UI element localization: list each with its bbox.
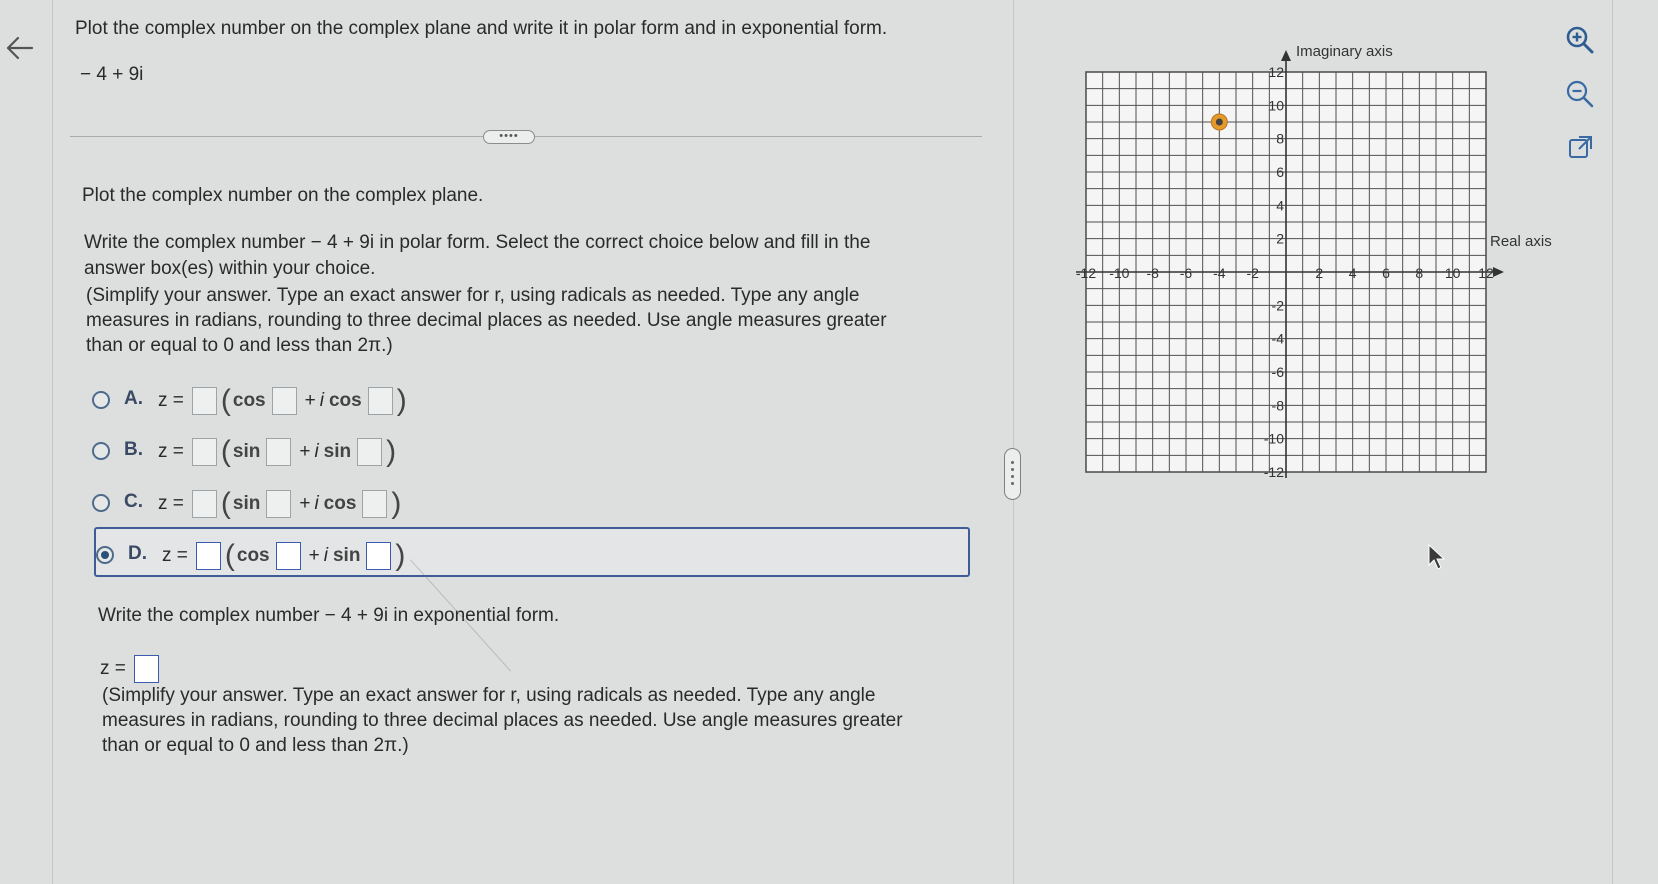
plus-label: + (299, 441, 311, 462)
close-paren: ) (396, 384, 407, 417)
plot-instruction: Plot the complex number on the complex plane. (82, 185, 484, 206)
plus-label: + (304, 390, 316, 411)
y-tick-label: -12 (1263, 464, 1284, 480)
choice-a-angle1-input[interactable] (272, 387, 297, 415)
x-tick-label: 2 (1315, 265, 1324, 281)
choice-a-radio[interactable] (92, 391, 110, 409)
x-tick-label: -4 (1213, 265, 1226, 281)
real-axis-arrow-icon (1493, 267, 1504, 277)
choice-b-r-input[interactable] (192, 438, 217, 466)
plus-label: + (299, 493, 311, 514)
open-paren: ( (220, 384, 231, 417)
choice-d-r-input[interactable] (196, 542, 221, 570)
toolbar-divider (1612, 0, 1613, 884)
fn-label: cos (236, 545, 270, 566)
choice-d-angle2-input[interactable] (366, 542, 391, 570)
x-tick-label: -10 (1109, 265, 1130, 281)
exponential-prompt: Write the complex number − 4 + 9i in exponential form. (98, 605, 560, 626)
choice-b-radio[interactable] (92, 442, 110, 460)
close-paren: ) (386, 435, 397, 468)
popout-icon[interactable] (1560, 128, 1600, 168)
fn-label: cos (328, 390, 362, 411)
y-tick-label: -10 (1263, 430, 1284, 447)
open-paren: ( (224, 539, 235, 572)
imaginary-axis-label: Imaginary axis (1296, 43, 1393, 60)
real-axis-label: Real axis (1490, 233, 1552, 250)
y-tick-label: -2 (1271, 297, 1284, 314)
x-tick-label: -8 (1146, 265, 1159, 281)
choice-d-formula (162, 540, 405, 572)
exponential-hint-line: (Simplify your answer. Type an exact answer for r, using radicals as needed. Type any angle (102, 685, 876, 706)
zoom-out-icon[interactable] (1560, 74, 1600, 114)
back-arrow-icon[interactable] (2, 30, 38, 66)
x-tick-label: -6 (1179, 265, 1193, 281)
y-tick-label: 4 (1276, 197, 1284, 214)
equals-label: z = (158, 390, 184, 411)
fn-label: sin (232, 441, 261, 462)
choice-a-r-input[interactable] (192, 387, 217, 415)
fn-label: cos (323, 493, 357, 514)
plotted-point-center (1216, 119, 1223, 126)
exponential-hint (102, 683, 982, 758)
open-paren: ( (220, 435, 231, 468)
polar-prompt (84, 230, 964, 282)
imaginary-unit: i (314, 493, 319, 514)
equals-label: z = (100, 658, 126, 679)
choice-b-angle2-input[interactable] (357, 438, 382, 466)
exponential-answer-input[interactable] (134, 655, 159, 683)
polar-prompt-line: answer box(es) within your choice. (84, 258, 376, 279)
zoom-in-icon[interactable] (1560, 20, 1600, 60)
imaginary-unit: i (314, 441, 319, 462)
fn-label: sin (323, 441, 352, 462)
open-paren: ( (220, 487, 231, 520)
problem-title: Plot the complex number on the complex plane and write it in polar form and in exponential form. (75, 18, 888, 39)
fn-label: sin (332, 545, 361, 566)
choice-d-radio[interactable] (96, 546, 114, 564)
close-paren: ) (395, 539, 406, 572)
plus-label: + (308, 545, 320, 566)
equals-label: z = (158, 441, 184, 462)
exponential-hint-line: than or equal to 0 and less than 2π.) (102, 735, 409, 756)
choice-c-formula (158, 488, 401, 520)
choice-c-angle2-input[interactable] (362, 490, 387, 518)
x-tick-label: 12 (1478, 265, 1494, 281)
choice-c[interactable] (92, 482, 972, 526)
y-tick-label: 8 (1276, 130, 1284, 147)
fn-label: sin (232, 493, 261, 514)
equals-label: z = (162, 545, 188, 566)
pane-divider (1013, 0, 1014, 884)
complex-plane-graph[interactable] (1064, 40, 1564, 500)
mouse-cursor-icon (1427, 543, 1447, 571)
x-tick-label: 4 (1348, 265, 1357, 281)
choice-a-angle2-input[interactable] (368, 387, 393, 415)
exponential-answer-row (100, 654, 163, 684)
polar-hint-line: (Simplify your answer. Type an exact answer for r, using radicals as needed. Type any angle (86, 285, 860, 306)
polar-hint-line: than or equal to 0 and less than 2π.) (86, 335, 393, 356)
expand-more-button[interactable]: •••• (483, 130, 535, 144)
y-tick-label: -8 (1271, 397, 1284, 414)
choice-a-formula (158, 385, 407, 417)
choice-c-r-input[interactable] (192, 490, 217, 518)
choice-b-formula (158, 436, 396, 468)
choice-a-letter: A. (124, 388, 143, 409)
y-tick-label: 6 (1276, 164, 1284, 180)
choice-b[interactable] (92, 430, 972, 474)
choice-d[interactable] (96, 534, 976, 578)
y-tick-label: 10 (1268, 97, 1284, 114)
y-tick-label: 2 (1276, 230, 1284, 247)
choice-b-letter: B. (124, 439, 143, 460)
polar-hint-line: measures in radians, rounding to three decimal places as needed. Use angle measures greater (86, 310, 887, 331)
exponential-hint-line: measures in radians, rounding to three decimal places as needed. Use angle measures greater (102, 710, 903, 731)
choice-d-letter: D. (128, 543, 147, 564)
grip-dots-icon (1011, 461, 1014, 489)
y-tick-label: -4 (1271, 330, 1284, 347)
choice-a[interactable] (92, 379, 972, 423)
close-paren: ) (391, 487, 402, 520)
imaginary-unit: i (319, 390, 324, 411)
y-tick-label: -6 (1271, 364, 1284, 380)
x-tick-label: -12 (1075, 265, 1097, 281)
choice-c-radio[interactable] (92, 494, 110, 512)
polar-hint (86, 283, 976, 358)
x-tick-label: 8 (1415, 265, 1424, 281)
y-tick-label: 12 (1268, 64, 1284, 80)
problem-expression: − 4 + 9i (80, 64, 144, 85)
choice-c-angle1-input[interactable] (266, 490, 291, 518)
left-divider (52, 0, 53, 884)
polar-prompt-line: Write the complex number − 4 + 9i in polar form. Select the correct choice below and fill in the (84, 232, 871, 253)
imaginary-axis-arrow-icon (1281, 50, 1291, 61)
choice-d-angle1-input[interactable] (276, 542, 301, 570)
pane-splitter-handle[interactable] (1004, 448, 1021, 500)
imaginary-unit: i (323, 545, 328, 566)
choice-b-angle1-input[interactable] (266, 438, 291, 466)
choice-c-letter: C. (124, 491, 143, 512)
equals-label: z = (158, 493, 184, 514)
x-tick-label: 10 (1444, 265, 1461, 281)
x-tick-label: 6 (1382, 265, 1390, 281)
x-tick-label: -2 (1246, 265, 1259, 281)
fn-label: cos (232, 390, 266, 411)
